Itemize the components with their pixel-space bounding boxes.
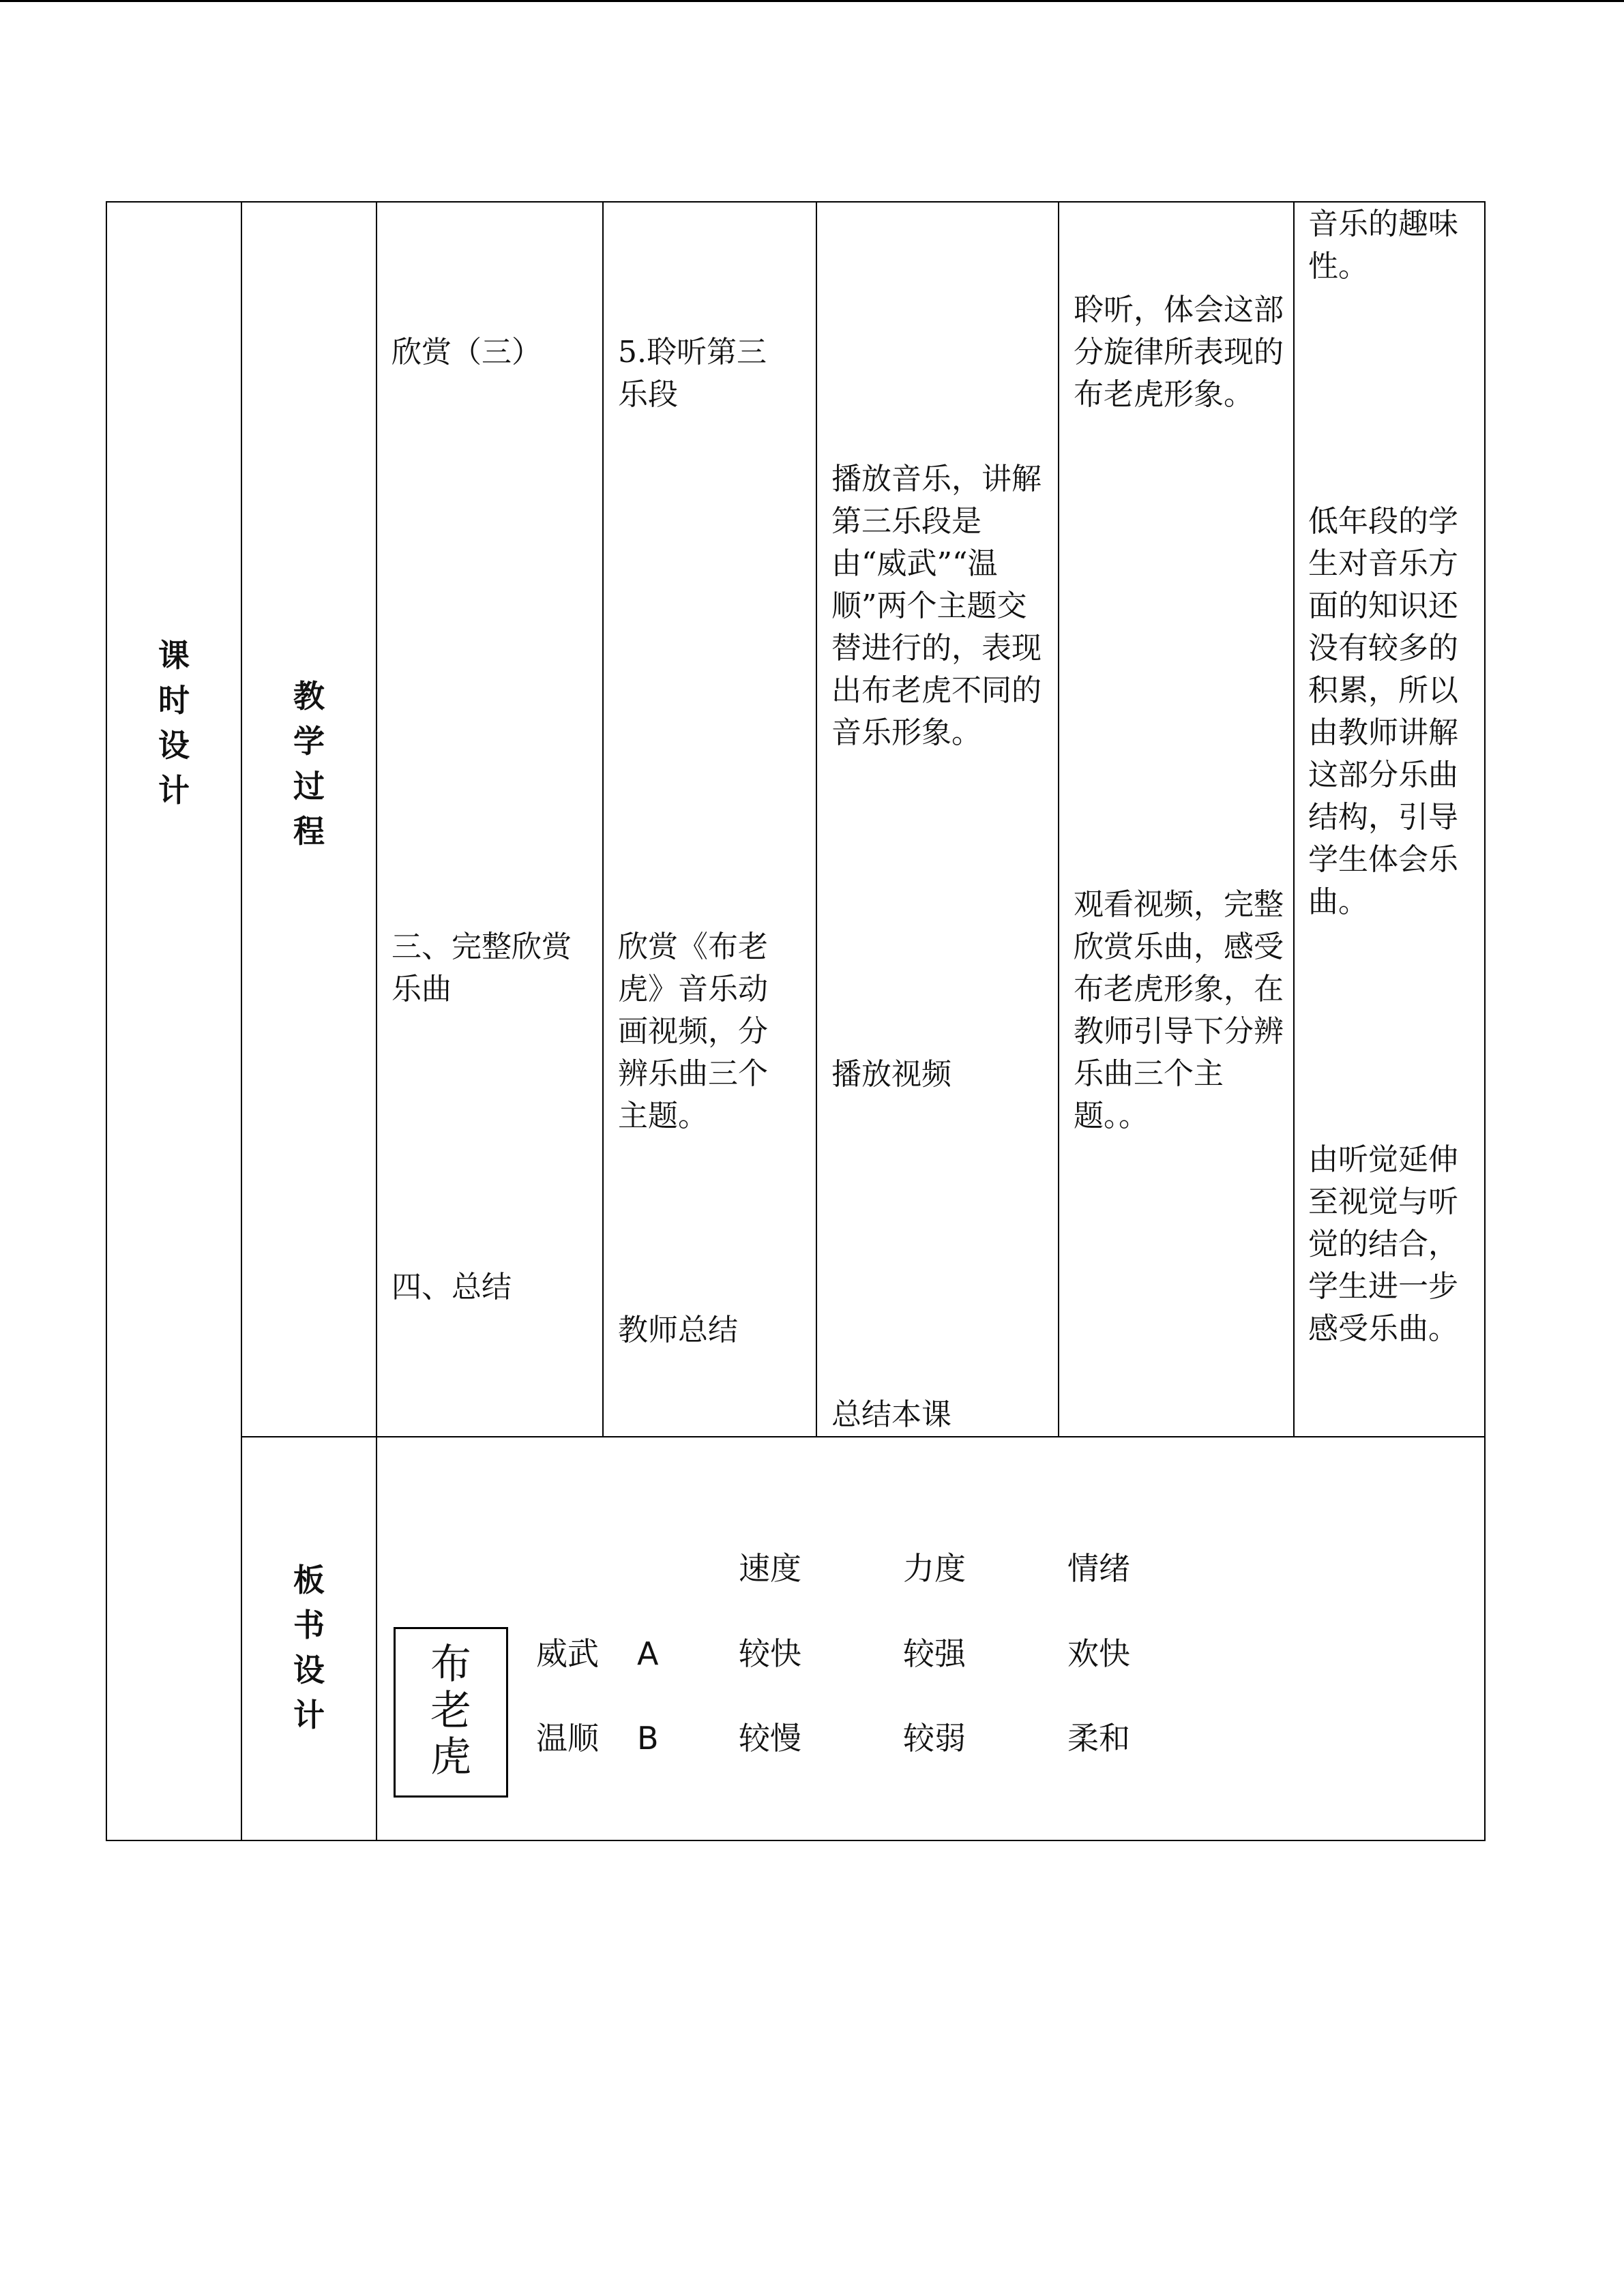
board-row-gentle-mood: 柔和 xyxy=(1067,1720,1130,1757)
board-row-gentle-name: 温顺 xyxy=(536,1720,599,1757)
stage3-teacher-cell: 播放音乐，讲解第三乐段是由“威武”“温顺”两个主题交替进行的，表现出布老虎不同的音乐形象。 xyxy=(831,462,1042,750)
table-column-divider-6 xyxy=(1293,201,1295,1437)
table-column-divider-4 xyxy=(816,201,817,1437)
board-row-gentle-letter: B xyxy=(637,1720,659,1757)
full-appreciation-student-cell: 观看视频，完整欣赏乐曲，感受布老虎形象，在教师引导下分辨乐曲三个主题。。 xyxy=(1074,887,1284,1133)
board-design-label: 板书设计 xyxy=(293,1562,325,1733)
summary-title-cell: 四、总结 xyxy=(392,1270,512,1304)
board-row-mighty-letter: A xyxy=(637,1635,659,1672)
board-title-box xyxy=(394,1627,508,1798)
table-column-divider-5 xyxy=(1058,201,1059,1437)
page-top-rule xyxy=(0,0,1624,2)
stage3-intent-cell: 低年段的学生对音乐方面的知识还没有较多的积累，所以由教师讲解这部分乐曲结构，引导学生体会乐曲。 xyxy=(1308,504,1458,919)
board-row-mighty-mood: 欢快 xyxy=(1067,1635,1130,1672)
table-border-left xyxy=(106,201,107,1841)
board-row-mighty-strength: 较强 xyxy=(903,1635,966,1672)
intent-cell-top: 音乐的趣味性。 xyxy=(1308,207,1458,284)
board-title-text: 布老虎 xyxy=(430,1641,471,1781)
full-appreciation-teacher-cell: 播放视频 xyxy=(831,1057,951,1092)
board-header-speed: 速度 xyxy=(739,1550,801,1587)
table-column-divider-1 xyxy=(241,201,242,1841)
board-header-mood: 情绪 xyxy=(1067,1550,1130,1587)
full-appreciation-content-cell: 欣赏《布老虎》音乐动画视频，分辨乐曲三个主题。 xyxy=(618,929,768,1133)
full-appreciation-intent-cell: 由听觉延伸至视觉与听觉的结合，学生进一步感受乐曲。 xyxy=(1308,1142,1458,1346)
board-header-strength: 力度 xyxy=(903,1550,966,1587)
board-row-mighty-speed: 较快 xyxy=(739,1635,801,1672)
stage3-student-cell: 聆听，体会这部分旋律所表现的布老虎形象。 xyxy=(1074,293,1284,412)
summary-teacher-cell: 总结本课 xyxy=(831,1397,951,1432)
full-appreciation-title-cell: 三、完整欣赏乐曲 xyxy=(392,929,572,1007)
lesson-design-label: 课时设计 xyxy=(158,637,190,809)
stage3-content-cell: 5.聆听第三乐段 xyxy=(618,335,767,412)
table-column-divider-2 xyxy=(376,201,377,1841)
table-divider-board xyxy=(241,1436,1486,1437)
summary-content-cell: 教师总结 xyxy=(618,1313,738,1347)
board-row-gentle-strength: 较弱 xyxy=(903,1720,966,1757)
board-row-mighty-name: 威武 xyxy=(536,1635,599,1672)
table-column-divider-3 xyxy=(602,201,604,1437)
table-border-right xyxy=(1484,201,1486,1841)
board-row-gentle-speed: 较慢 xyxy=(739,1720,801,1757)
stage3-title-cell: 欣赏（三） xyxy=(392,335,542,370)
teaching-process-label: 教学过程 xyxy=(293,678,325,850)
table-border-bottom xyxy=(106,1840,1486,1841)
table-border-top xyxy=(106,201,1486,203)
